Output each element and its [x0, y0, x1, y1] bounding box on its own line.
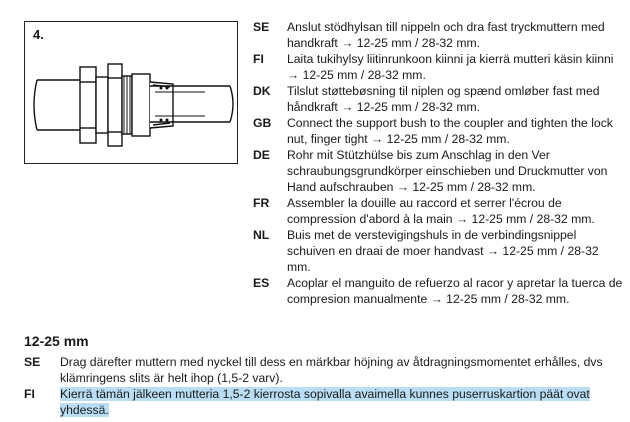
instruction-item-dk	[253, 83, 623, 115]
language-code: DK	[253, 84, 271, 98]
instruction-text: Acoplar el manguito de refuerzo al racor y apretar la tuerca de compresion manualmente → 12-25 mm / 28-32 mm.	[287, 276, 623, 306]
instruction-item-fr	[253, 195, 623, 227]
language-code: FI	[253, 52, 264, 66]
instruction-item-se	[253, 19, 623, 51]
language-code: SE	[24, 355, 41, 369]
instruction-text: Connect the support bush to the coupler and tighten the lock nut, finger tight → 12-25 mm / 28-32 mm.	[287, 116, 613, 146]
highlighted-text[interactable]: Kierrä tämän jälkeen mutteria 1,5-2 kierrosta sopivalla avaimella kunnes puserruskartion päät ovat yhdessä.	[60, 387, 590, 417]
pipe-fitting-illustration	[25, 22, 239, 165]
section-text: Drag därefter muttern med nyckel till dess en märkbar höjning av åtdragningsmomentet erhålles, dvs klämringens slits är helt ihop (1,5-2 varv).	[60, 355, 603, 385]
instruction-item-fi	[253, 51, 623, 83]
instruction-text: Tilslut støttebøsning til niplen og spænd omløber fast med håndkraft → 12-25 mm / 28-32 mm.	[287, 84, 600, 114]
instruction-text: Anslut stödhylsan till nippeln och dra fast tryckmuttern med handkraft → 12-25 mm / 28-32 mm.	[287, 20, 605, 50]
step-number: 4.	[33, 27, 44, 42]
section-title: 12-25 mm	[24, 333, 89, 349]
instruction-item-nl	[253, 227, 623, 275]
instruction-item-de	[253, 147, 623, 195]
section-list	[24, 354, 620, 418]
section-item-fi	[24, 386, 620, 418]
section-item-se	[24, 354, 620, 386]
instruction-text: Rohr mit Stützhülse bis zum Anschlag in den Ver schraubungsgrundkörper einschieben und Druckmutter von Hand aufschrauben → 12-25 mm / 28-32 mm.	[287, 148, 608, 194]
instruction-text: Laita tukihylsy liitinrunkoon kiinni ja kierrä mutteri käsin kiinni → 12-25 mm / 28-32 mm.	[287, 52, 614, 82]
instruction-text: Buis met de verstevigingshuls in de verbindingsnippel schuiven en draai de moer handvast → 12-25 mm / 28-32 mm.	[287, 228, 599, 274]
illustration-box	[24, 21, 238, 164]
language-code: NL	[253, 228, 270, 242]
instruction-text: Assembler la douille au raccord et serrer l'écrou de compression d'abord à la main → 12-25 mm / 28-32 mm.	[287, 196, 595, 226]
instruction-item-es	[253, 275, 623, 307]
instruction-list	[253, 19, 623, 307]
language-code: FI	[24, 387, 35, 401]
language-code: SE	[253, 20, 270, 34]
instruction-item-gb	[253, 115, 623, 147]
language-code: GB	[253, 116, 272, 130]
language-code: FR	[253, 196, 270, 210]
language-code: DE	[253, 148, 270, 162]
language-code: ES	[253, 276, 270, 290]
